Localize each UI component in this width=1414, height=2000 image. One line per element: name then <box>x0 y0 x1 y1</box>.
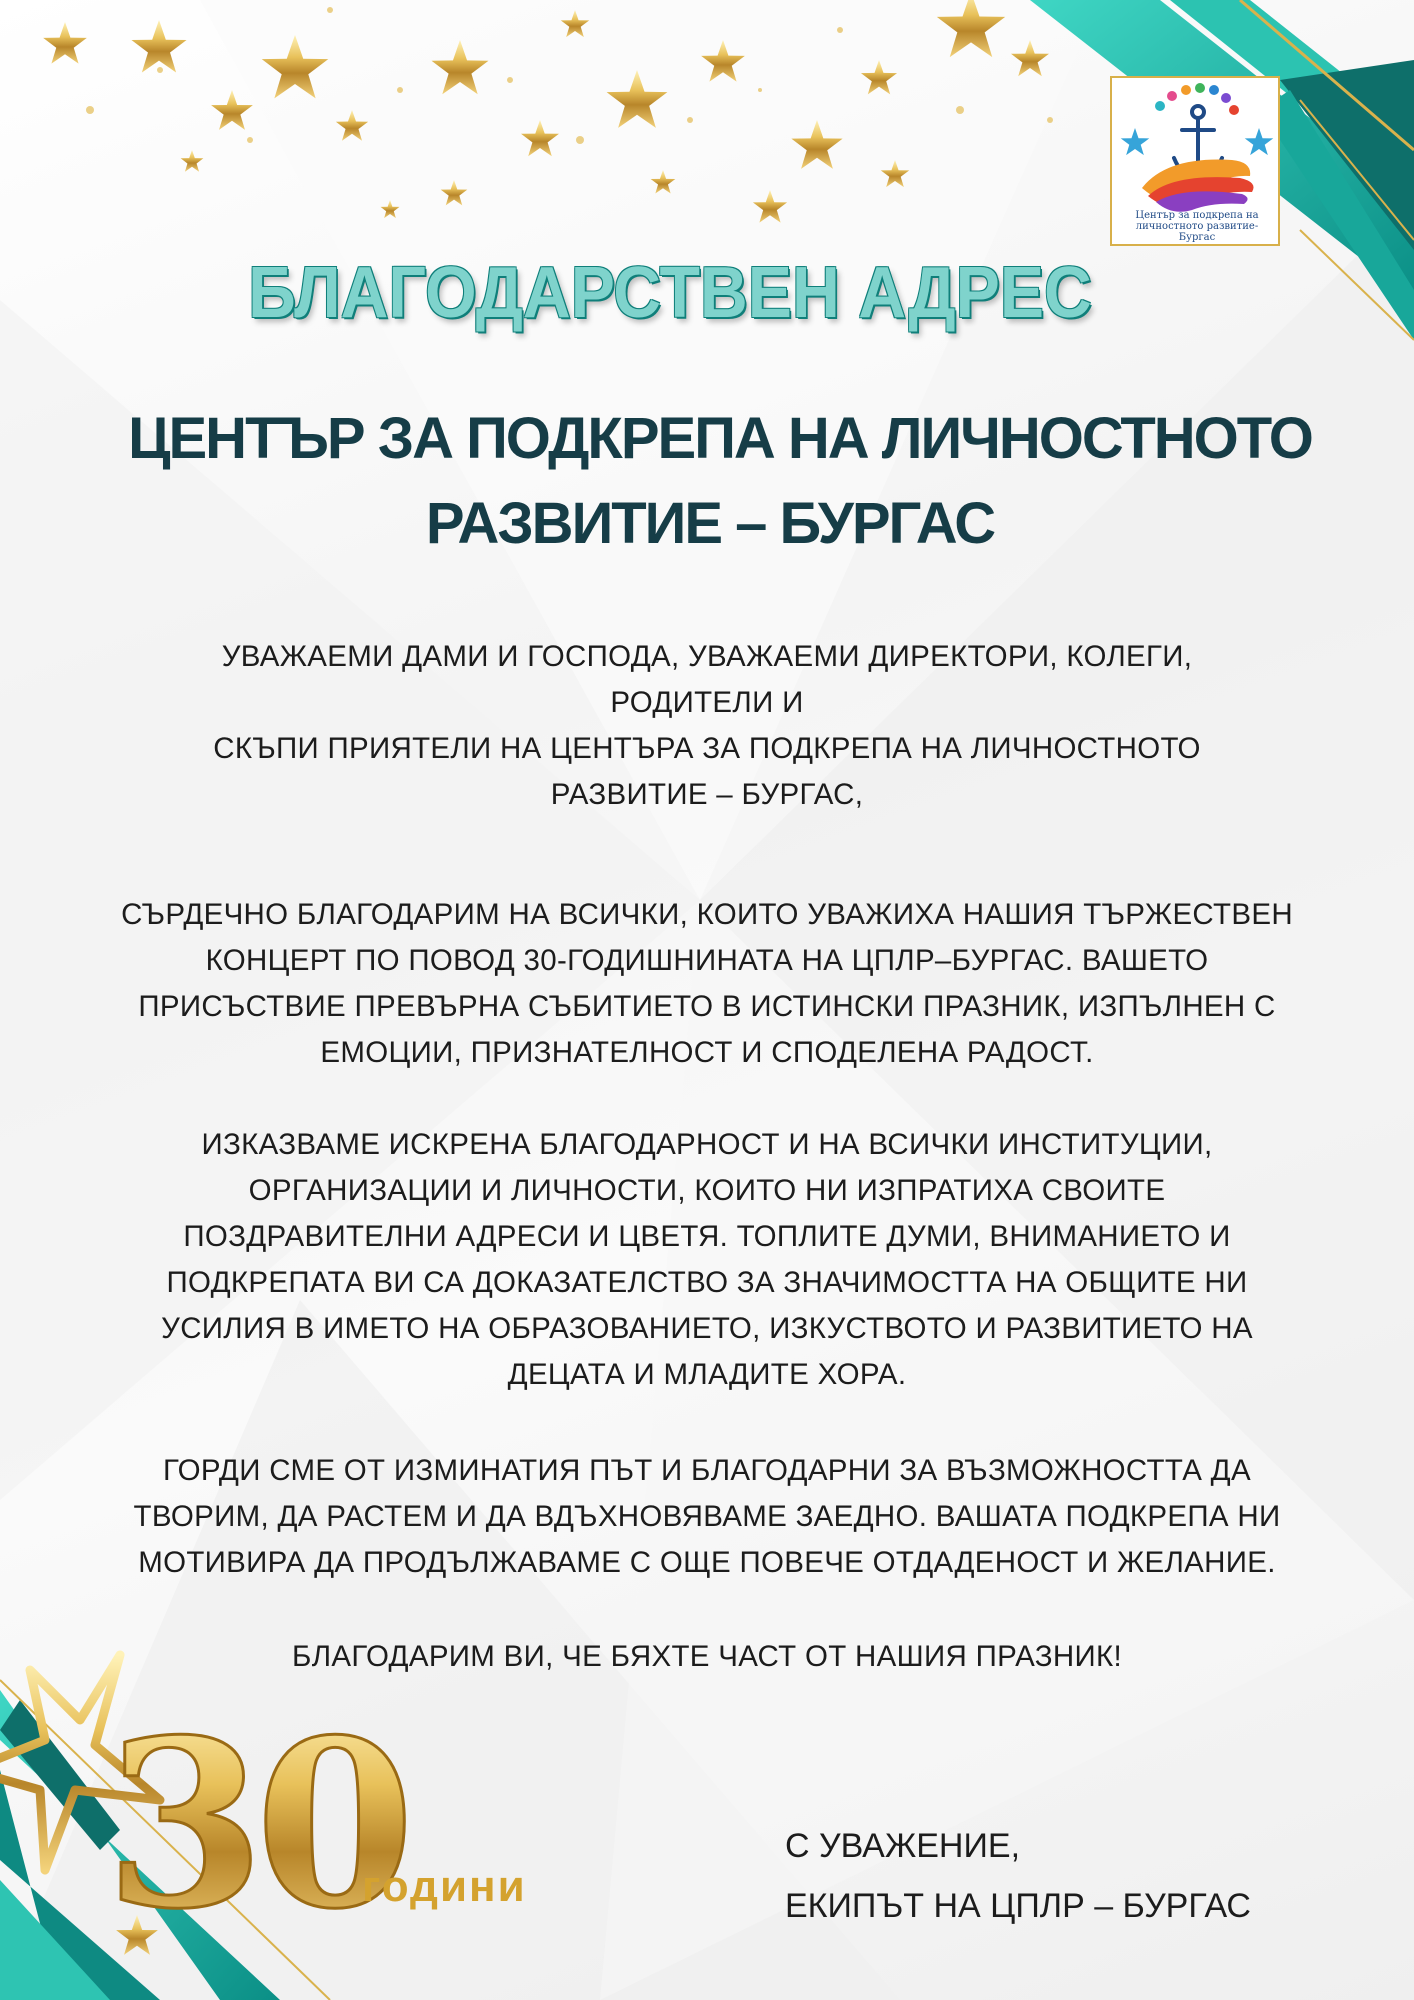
greeting-line: УВАЖАЕМИ ДАМИ И ГОСПОДА, УВАЖАЕМИ ДИРЕКТОРИ, КОЛЕГИ, <box>221 640 1193 673</box>
logo-text-line: Бургас <box>1178 232 1216 243</box>
paragraph-line: ГОРДИ СМЕ ОТ ИЗМИНАТИЯ ПЪТ И БЛАГОДАРНИ ЗА ВЪЗМОЖНОСТТА ДА <box>163 1454 1251 1487</box>
closing-line <box>40 1634 1374 1680</box>
logo-text-line: личностното развитие- <box>1135 221 1259 232</box>
paragraph-line: ИЗКАЗВАМЕ ИСКРЕНА БЛАГОДАРНОСТ И НА ВСИЧКИ ИНСТИТУЦИИ, <box>201 1128 1213 1161</box>
signature <box>785 1816 1251 1936</box>
paragraph-line: ЕМОЦИИ, ПРИЗНАТЕЛНОСТ И СПОДЕЛЕНА РАДОСТ. <box>320 1036 1094 1069</box>
anniversary-emblem <box>105 1690 405 1960</box>
greeting-line: СКЪПИ ПРИЯТЕЛИ НА ЦЕНТЪРА ЗА ПОДКРЕПА НА ЛИЧНОСТНОТО <box>213 732 1201 765</box>
organization-name-line-1: ЦЕНТЪР ЗА ПОДКРЕПА НА ЛИЧНОСТНОТО <box>128 406 1312 471</box>
paragraph-line: ПОДКРЕПАТА ВИ СА ДОКАЗАТЕЛСТВО ЗА ЗНАЧИМОСТТА НА ОБЩИТЕ НИ <box>166 1266 1248 1299</box>
greeting-line: РАЗВИТИЕ – БУРГАС, <box>550 778 864 811</box>
paragraph-line: ПОЗДРАВИТЕЛНИ АДРЕСИ И ЦВЕТЯ. ТОПЛИТЕ ДУМИ, ВНИМАНИЕТО И <box>183 1220 1231 1253</box>
paragraph-thanks-institutions <box>40 1122 1374 1398</box>
signature-line-2: ЕКИПЪТ НА ЦПЛР – БУРГАС <box>785 1887 1251 1925</box>
logo <box>1110 76 1280 246</box>
closing-text: БЛАГОДАРИМ ВИ, ЧЕ БЯХТЕ ЧАСТ ОТ НАШИЯ ПРАЗНИК! <box>292 1640 1122 1673</box>
logo-text-line: Център за подкрепа на <box>1135 210 1259 221</box>
paragraph-line: МОТИВИРА ДА ПРОДЪЛЖАВАМЕ С ОЩЕ ПОВЕЧЕ ОТДАДЕНОСТ И ЖЕЛАНИЕ. <box>138 1546 1276 1579</box>
organization-name-line-2: РАЗВИТИЕ – БУРГАС <box>425 491 995 556</box>
paragraph-line: ОРГАНИЗАЦИИ И ЛИЧНОСТИ, КОИТО НИ ИЗПРАТИХА СВОИТЕ <box>248 1174 1166 1207</box>
paragraph-thanks-concert <box>40 892 1374 1076</box>
page-title: БЛАГОДАРСТВЕН АДРЕС <box>248 253 1092 333</box>
anniversary-label: години <box>362 1862 527 1911</box>
paragraph-line: КОНЦЕРТ ПО ПОВОД 30-ГОДИШНИНАТА НА ЦПЛР–БУРГАС. ВАШЕТО <box>205 944 1209 977</box>
paragraph-line: ПРИСЪСТВИЕ ПРЕВЪРНА СЪБИТИЕТО В ИСТИНСКИ ПРАЗНИК, ИЗПЪЛНЕН С <box>138 990 1276 1023</box>
signature-line-1: С УВАЖЕНИЕ, <box>785 1827 1021 1865</box>
paragraph-pride <box>40 1448 1374 1586</box>
paragraph-line: СЪРДЕЧНО БЛАГОДАРИМ НА ВСИЧКИ, КОИТО УВАЖИХА НАШИЯ ТЪРЖЕСТВЕН <box>121 898 1293 931</box>
gold-stars <box>43 0 1049 223</box>
paragraph-line: ТВОРИМ, ДА РАСТЕМ И ДА ВДЪХНОВЯВАМЕ ЗАЕДНО. ВАШАТА ПОДКРЕПА НИ <box>133 1500 1281 1533</box>
greeting-line: РОДИТЕЛИ И <box>610 686 804 719</box>
anniversary-number: 30 <box>105 1690 406 1960</box>
paragraph-line: УСИЛИЯ В ИМЕТО НА ОБРАЗОВАНИЕТО, ИЗКУСТВОТО И РАЗВИТИЕТО НА <box>161 1312 1253 1345</box>
logo-caption <box>1122 210 1272 243</box>
paragraph-line: ДЕЦАТА И МЛАДИТЕ ХОРА. <box>507 1358 907 1391</box>
greeting <box>40 634 1374 818</box>
